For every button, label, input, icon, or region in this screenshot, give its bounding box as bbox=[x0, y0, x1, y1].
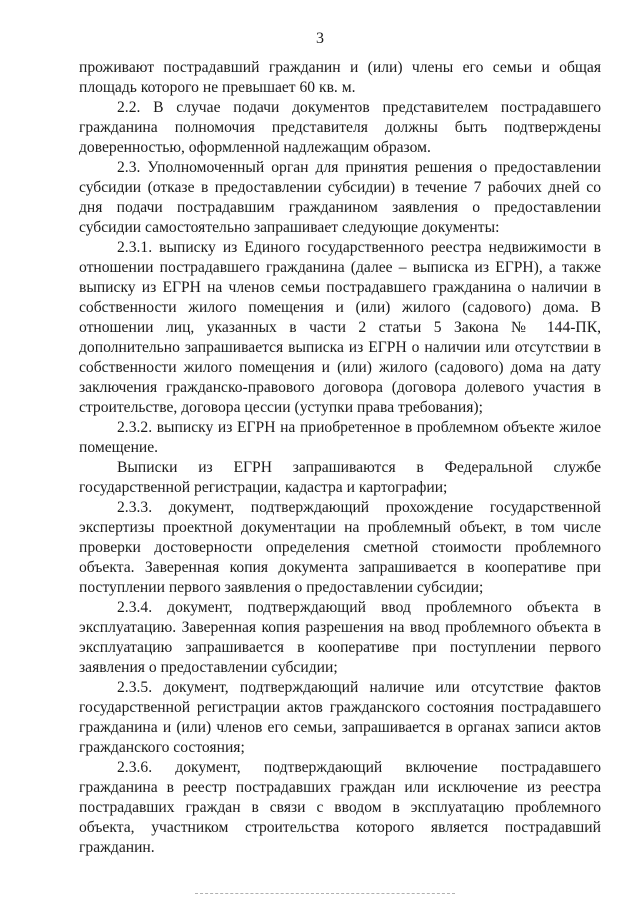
document-body bbox=[79, 58, 601, 858]
paragraph-2-3-3: 2.3.3. документ, подтверждающий прохождение государственной экспертизы проектной документации на проблемный объект, в том числе проверки достоверности определения сметной стоимости проблемного объекта. Заверенная копия документа запрашивается в кооперативе при поступлении первого заявления о предоставлении субсидии; bbox=[79, 499, 601, 596]
paragraph-continuation: проживают пострадавший гражданин и (или) члены его семьи и общая площадь которого не превышает 60 кв. м. bbox=[79, 59, 601, 96]
paragraph-2-3-4: 2.3.4. документ, подтверждающий ввод проблемного объекта в эксплуатацию. Заверенная копия разрешения на ввод проблемного объекта в эксплуатацию запрашивается в кооперативе при поступлении первого заявления о предоставлении субсидии; bbox=[79, 599, 601, 676]
paragraph-2-2: 2.2. В случае подачи документов представителем пострадавшего гражданина полномочия представителя должны быть подтверждены доверенностью, оформленной надлежащим образом. bbox=[79, 99, 601, 156]
paragraph-egrn-requests: Выписки из ЕГРН запрашиваются в Федеральной службе государственной регистрации, кадастра и картографии; bbox=[79, 459, 601, 496]
paragraph-2-3-6: 2.3.6. документ, подтверждающий включение пострадавшего гражданина в реестр пострадавших граждан или исключение из реестра пострадавших граждан в связи с вводом в эксплуатацию проблемного объекта, участником строительства которого является пострадавший гражданин. bbox=[79, 759, 601, 856]
paragraph-2-3-2: 2.3.2. выписку из ЕГРН на приобретенное в проблемном объекте жилое помещение. bbox=[79, 419, 601, 456]
paragraph-2-3-5: 2.3.5. документ, подтверждающий наличие или отсутствие фактов государственной регистрации актов гражданского состояния пострадавшего гражданина и (или) членов его семьи, запрашивается в органах записи актов гражданского состояния; bbox=[79, 679, 601, 756]
paragraph-2-3: 2.3. Уполномоченный орган для принятия решения о предоставлении субсидии (отказе в предоставлении субсидии) в течение 7 рабочих дней со дня подачи пострадавшим гражданином заявления о предоставлении субсидии самостоятельно запрашивает следующие документы: bbox=[79, 159, 601, 236]
footer-scan-line bbox=[195, 893, 455, 894]
paragraph-2-3-1: 2.3.1. выписку из Единого государственного реестра недвижимости в отношении пострадавшего гражданина (далее – выписка из ЕГРН), а также выписку из ЕГРН на членов семьи пострадавшего гражданина о наличии в собственности жилого помещения и (или) жилого (садового) дома. В отношении лиц, указанных в части 2 статьи 5 Закона № 144-ПК, дополнительно запрашивается выписка из ЕГРН о наличии или отсутствии в собственности жилого помещения и (или) жилого (садового) дома на дату заключения гражданско-правового договора (договора долевого участия в строительстве, договора цессии (уступки права требования); bbox=[79, 239, 601, 416]
page-number: 3 bbox=[316, 30, 324, 47]
